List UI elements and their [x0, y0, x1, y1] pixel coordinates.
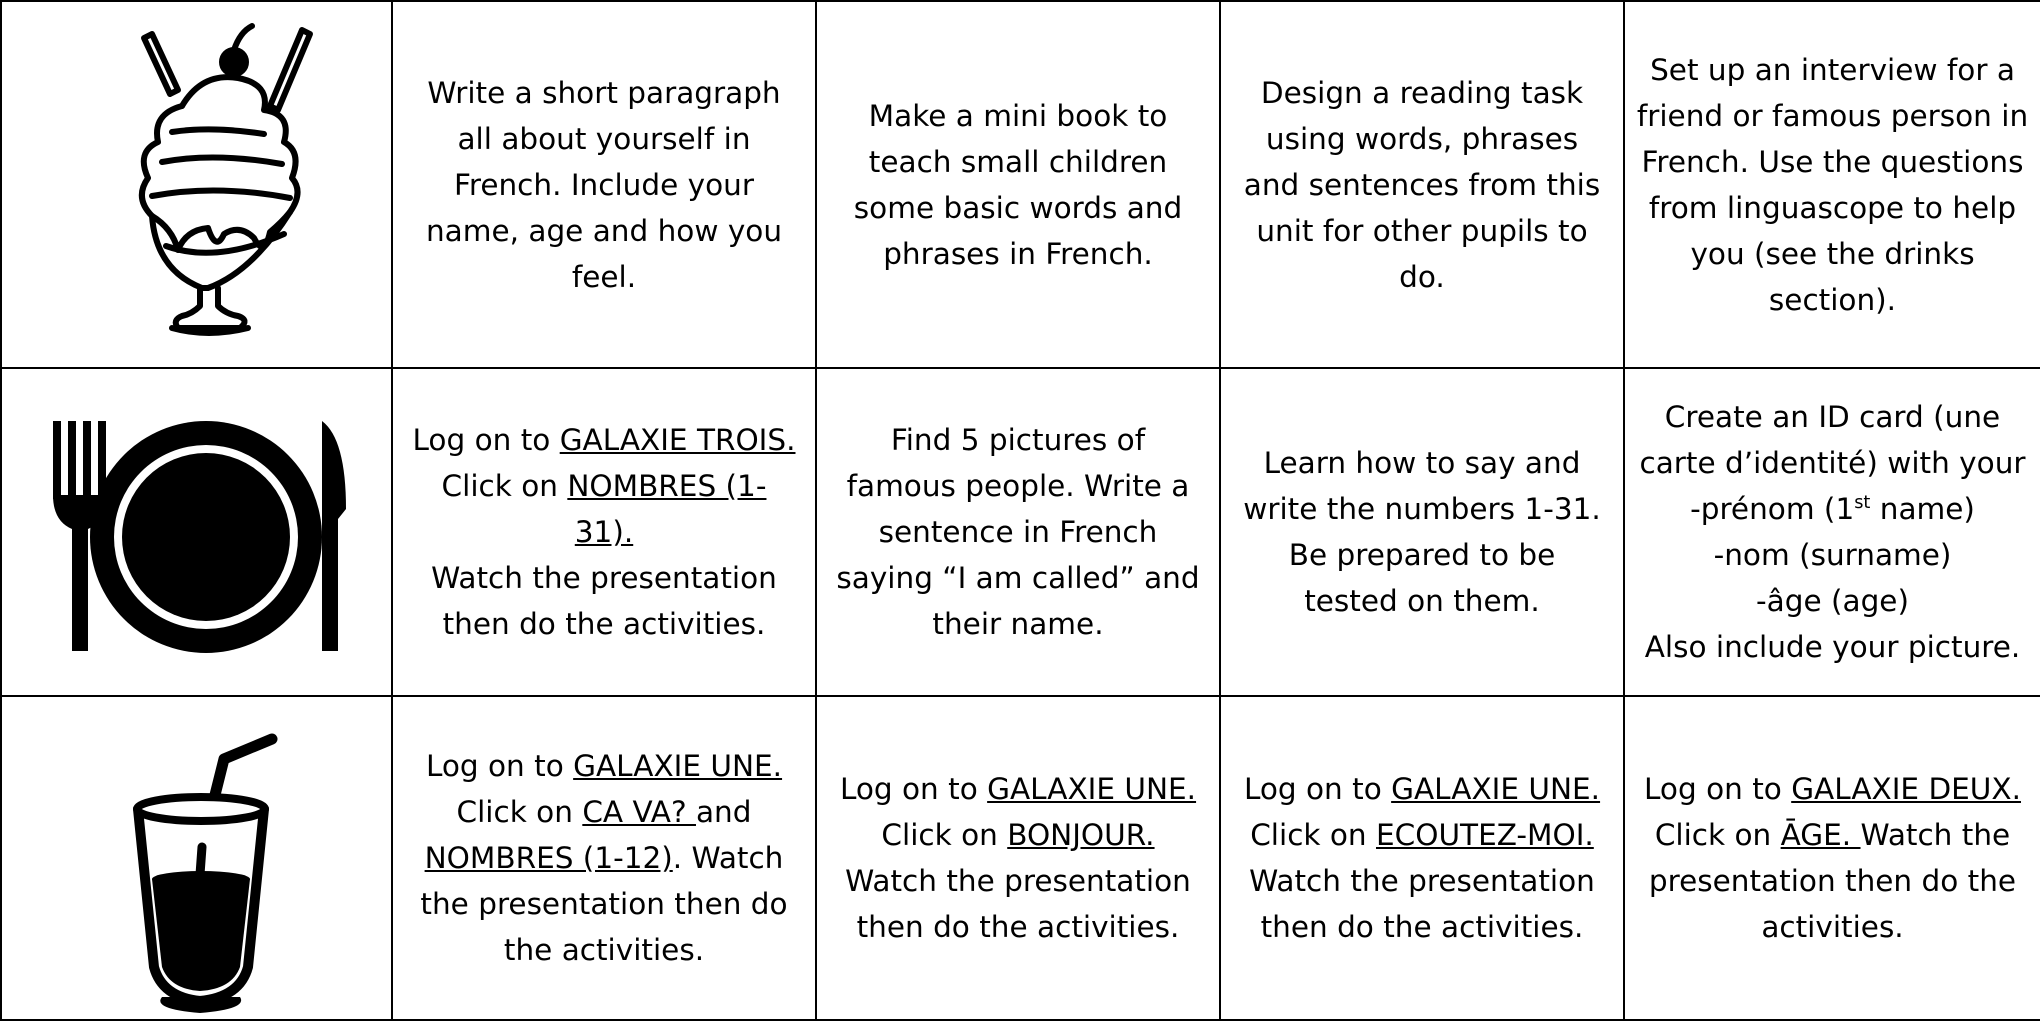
cell-text: saying “I am called” and — [836, 561, 1200, 595]
cell-text: Watch the presentation — [1249, 864, 1595, 898]
underlined-link-text: ĀGE. — [1780, 818, 1861, 852]
cell-text: Watch the presentation — [431, 561, 777, 595]
cell-text: Click on — [456, 795, 583, 829]
text-line — [1631, 93, 2034, 139]
activity-cell-1-4 — [1624, 1, 2040, 368]
cell-text: sentence in French — [878, 515, 1158, 549]
cell-text: Log on to — [839, 772, 988, 806]
cell-text: presentation then do the — [1648, 864, 2017, 898]
cell-text: Watch the — [1860, 818, 2011, 852]
text-line — [823, 139, 1213, 185]
cell-text: all about yourself in — [457, 121, 751, 156]
cell-text: their name. — [932, 607, 1104, 641]
text-line — [823, 904, 1213, 950]
grid-row-main-course — [1, 368, 2040, 696]
text-line — [1631, 766, 2034, 812]
cell-text: Log on to — [425, 749, 574, 783]
cell-text: then do the activities. — [1260, 910, 1584, 944]
text-line — [823, 555, 1213, 601]
text-line — [399, 881, 809, 927]
cell-text: famous people. Write a — [846, 469, 1190, 503]
cell-text: unit for other pupils to — [1256, 213, 1588, 248]
cell-text: you (see the drinks — [1690, 236, 1975, 271]
cell-text: . Watch — [672, 841, 784, 875]
underlined-link-text: ECOUTEZ-MOI. — [1376, 818, 1594, 852]
drink-glass-straw-icon — [2, 697, 392, 1019]
text-line — [823, 812, 1213, 858]
text-line — [1227, 162, 1617, 208]
cell-text: Create an ID card (une — [1664, 400, 2001, 434]
text-line — [1227, 812, 1617, 858]
cell-text: using words, phrases — [1265, 121, 1579, 156]
text-line — [399, 835, 809, 881]
cell-text: then do the activities. — [442, 607, 766, 641]
cell-text: name, age and how you — [425, 213, 783, 248]
text-line — [823, 858, 1213, 904]
text-line — [1631, 277, 2034, 323]
cell-text: some basic words and — [853, 190, 1183, 225]
underlined-link-text: 31). — [574, 515, 634, 549]
cell-text: Click on — [881, 818, 1008, 852]
activity-cell-3-1 — [392, 696, 816, 1020]
cell-text: -prénom (1 — [1690, 492, 1855, 526]
cell-text: activities. — [1761, 910, 1904, 944]
cell-text: then do the activities. — [856, 910, 1180, 944]
icon-cell-main-course — [1, 368, 392, 696]
cell-text: -âge (age) — [1756, 584, 1909, 618]
cell-text: French. Use the questions — [1641, 144, 2024, 179]
text-line — [823, 417, 1213, 463]
text-line — [1631, 624, 2034, 670]
cell-text: section). — [1768, 282, 1897, 317]
underlined-link-text: NOMBRES (1- — [567, 469, 767, 503]
grid-row-dessert — [1, 1, 2040, 368]
text-line — [399, 162, 809, 208]
text-line — [1631, 394, 2034, 440]
cell-text: do. — [1399, 259, 1445, 294]
cell-text: Write a short paragraph — [427, 75, 781, 110]
cell-text: Make a mini book to — [868, 98, 1168, 133]
text-line — [1631, 532, 2034, 578]
cell-text: -nom (surname) — [1713, 538, 1952, 572]
text-line — [1227, 208, 1617, 254]
activity-cell-1-3 — [1220, 1, 1624, 368]
cell-text: the presentation then do — [420, 887, 788, 921]
cell-text: Watch the presentation — [845, 864, 1191, 898]
activity-cell-1-2 — [816, 1, 1220, 368]
text-line — [399, 555, 809, 601]
cell-text: phrases in French. — [883, 236, 1153, 271]
text-line — [1631, 858, 2034, 904]
text-line — [823, 463, 1213, 509]
text-line — [399, 927, 809, 973]
activity-cell-3-3 — [1220, 696, 1624, 1020]
text-line — [399, 601, 809, 647]
text-line — [823, 93, 1213, 139]
cell-text: Click on — [1250, 818, 1376, 852]
cell-text: Log on to — [1644, 772, 1792, 806]
cell-text: Find 5 pictures of — [890, 423, 1146, 457]
text-line — [823, 766, 1213, 812]
text-line — [1631, 578, 2034, 624]
cell-text: Click on — [1654, 818, 1781, 852]
text-line — [1227, 440, 1617, 486]
text-line — [1227, 116, 1617, 162]
text-line — [1631, 185, 2034, 231]
underlined-link-text: GALAXIE UNE. — [1391, 772, 1601, 806]
text-line — [1227, 766, 1617, 812]
text-line — [823, 509, 1213, 555]
underlined-link-text: GALAXIE UNE. — [987, 772, 1197, 806]
text-line — [399, 417, 809, 463]
text-line — [1227, 532, 1617, 578]
underlined-link-text: BONJOUR. — [1007, 818, 1155, 852]
superscript-text: st — [1854, 493, 1871, 514]
underlined-link-text: CA VA? — [582, 795, 696, 829]
activity-cell-2-1 — [392, 368, 816, 696]
cell-text: tested on them. — [1304, 584, 1540, 618]
text-line — [823, 185, 1213, 231]
ice-cream-sundae-icon — [2, 2, 392, 367]
text-line — [1631, 486, 2034, 532]
underlined-link-text: GALAXIE DEUX. — [1791, 772, 2021, 806]
plate-fork-knife-icon — [2, 369, 392, 695]
text-line — [823, 231, 1213, 277]
activity-cell-3-2 — [816, 696, 1220, 1020]
text-line — [1227, 486, 1617, 532]
text-line — [399, 789, 809, 835]
text-line — [1631, 812, 2034, 858]
text-line — [1227, 254, 1617, 300]
text-line — [1227, 578, 1617, 624]
text-line — [399, 509, 809, 555]
cell-text: French. Include your — [454, 167, 754, 202]
text-line — [399, 70, 809, 116]
cell-text: name) — [1870, 492, 1975, 526]
cell-text: Learn how to say and — [1263, 446, 1581, 480]
cell-text: Log on to — [1243, 772, 1392, 806]
cell-text: carte d’identité) with your — [1639, 446, 2026, 480]
text-line — [399, 743, 809, 789]
cell-text: from linguascope to help — [1648, 190, 2017, 225]
cell-text: teach small children — [868, 144, 1168, 179]
text-line — [1631, 139, 2034, 185]
cell-text: the activities. — [503, 933, 705, 967]
cell-text: and — [695, 795, 752, 829]
cell-text: Also include your picture. — [1644, 630, 2021, 664]
text-line — [399, 254, 809, 300]
icon-cell-dessert — [1, 1, 392, 368]
text-line — [399, 463, 809, 509]
cell-text: friend or famous person in — [1636, 98, 2029, 133]
cell-text: and sentences from this — [1243, 167, 1601, 202]
text-line — [1631, 47, 2034, 93]
underlined-link-text: NOMBRES (1-12) — [424, 841, 673, 875]
icon-cell-drinks — [1, 696, 392, 1020]
activity-cell-2-4 — [1624, 368, 2040, 696]
activity-cell-3-4 — [1624, 696, 2040, 1020]
activity-cell-2-3 — [1220, 368, 1624, 696]
activity-cell-2-2 — [816, 368, 1220, 696]
text-line — [1631, 231, 2034, 277]
cell-text: Log on to — [412, 423, 560, 457]
text-line — [1227, 858, 1617, 904]
text-line — [1227, 70, 1617, 116]
cell-text: feel. — [571, 259, 637, 294]
cell-text: write the numbers 1-31. — [1243, 492, 1601, 526]
text-line — [1227, 904, 1617, 950]
underlined-link-text: GALAXIE TROIS. — [559, 423, 796, 457]
text-line — [1631, 440, 2034, 486]
underlined-link-text: GALAXIE UNE. — [573, 749, 783, 783]
grid-row-drinks — [1, 696, 2040, 1020]
text-line — [823, 601, 1213, 647]
text-line — [399, 208, 809, 254]
cell-text: Design a reading task — [1260, 75, 1584, 110]
text-line — [399, 116, 809, 162]
cell-text: Click on — [441, 469, 568, 503]
cell-text: Be prepared to be — [1288, 538, 1556, 572]
cell-text: Set up an interview for a — [1650, 52, 2015, 87]
activity-cell-1-1 — [392, 1, 816, 368]
text-line — [1631, 904, 2034, 950]
